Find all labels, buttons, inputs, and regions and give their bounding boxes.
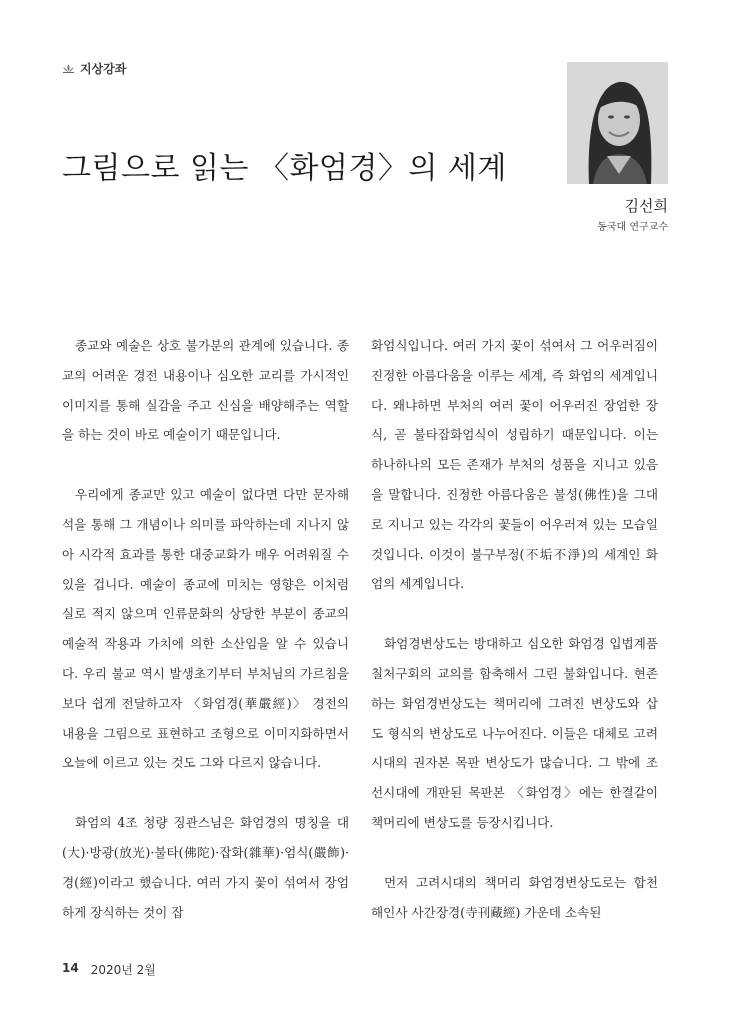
page-number: 14 xyxy=(62,961,79,975)
article-title: 그림으로 읽는 〈화엄경〉의 세계 xyxy=(62,151,507,186)
paragraph: 화엄식입니다. 여러 가지 꽃이 섞여서 그 어우러짐이 진정한 아름다움을 이루는 세계, 즉 화엄의 세계입니다. 왜냐하면 부처의 여러 꽃이 어우러진 장엄한 장식, 곧 불타잡화엄식이 성립하기 때문입니다. 이는 하나하나의 모든 존재가 부처의 성품을 지니고 있음을 말합니다. 진정한 아름다움은 불성(佛性)을 그대로 지니고 있는 각각의 꽃들이 어우러져 있는 모습일 것입니다. 이것이 불구부정(不垢不淨)의 세계인 화엄의 세계입니다. xyxy=(371,338,658,592)
issue-date: 2020년 2월 xyxy=(90,963,156,977)
paragraph: 먼저 고려시대의 책머리 화엄경변상도로는 합천 해인사 사간장경(寺刊藏經) 가운데 소속된 xyxy=(371,874,658,920)
paragraph: 화엄의 4조 청량 징관스님은 화엄경의 명칭을 대(大)·방광(放光)·불타(佛陀)·잡화(雜華)·엄식(嚴飾)·경(經)이라고 했습니다. 여러 가지 꽃이 섞여서 장엄하게 장식하는 것이 잡 xyxy=(62,815,349,920)
paragraph: 종교와 예술은 상호 불가분의 관계에 있습니다. 종교의 어려운 경전 내용이나 심오한 교리를 가시적인 이미지를 통해 실감을 주고 신심을 배양해주는 역할을 하는 것이 바로 예술이기 때문입니다. xyxy=(62,338,349,443)
author-photo xyxy=(567,62,668,184)
body-column-left xyxy=(62,331,349,927)
author-affiliation: 동국대 연구교수 xyxy=(597,222,668,233)
section-tag xyxy=(62,60,126,77)
paragraph: 화엄경변상도는 방대하고 심오한 화엄경 입법계품 칠처구회의 교의를 함축해서 그린 불화입니다. 현존하는 화엄경변상도는 책머리에 그려진 변상도와 삽도 형식의 변상도로 나누어진다. 이들은 대체로 고려시대의 권자본 목판 변상도가 많습니다. 그 밖에 조선시대에 개판된 목판본 〈화엄경〉에는 한결같이 책머리에 변상도를 등장시킵니다. xyxy=(371,636,658,830)
section-label: 지상강좌 xyxy=(80,62,127,76)
lotus-icon xyxy=(62,64,75,73)
author-name: 김선희 xyxy=(624,197,668,215)
paragraph: 우리에게 종교만 있고 예술이 없다면 다만 문자해석을 통해 그 개념이나 의미를 파악하는데 지나지 않아 시각적 효과를 통한 대중교화가 매우 어려워질 수 있을 겁니다. 예술이 종교에 미치는 영향은 이처럼 실로 적지 않으며 인류문화의 상당한 부분이 종교의 예술적 작용과 가치에 의한 소산임을 알 수 있습니다. 우리 불교 역시 발생초기부터 부처님의 가르침을 보다 쉽게 전달하고자 〈화엄경(華嚴經)〉 경전의 내용을 그림으로 표현하고 조형으로 이미지화하면서 오늘에 이르고 있는 것도 그와 다르지 않습니다. xyxy=(62,487,349,771)
page-footer xyxy=(62,961,156,978)
body-column-right xyxy=(371,331,658,927)
